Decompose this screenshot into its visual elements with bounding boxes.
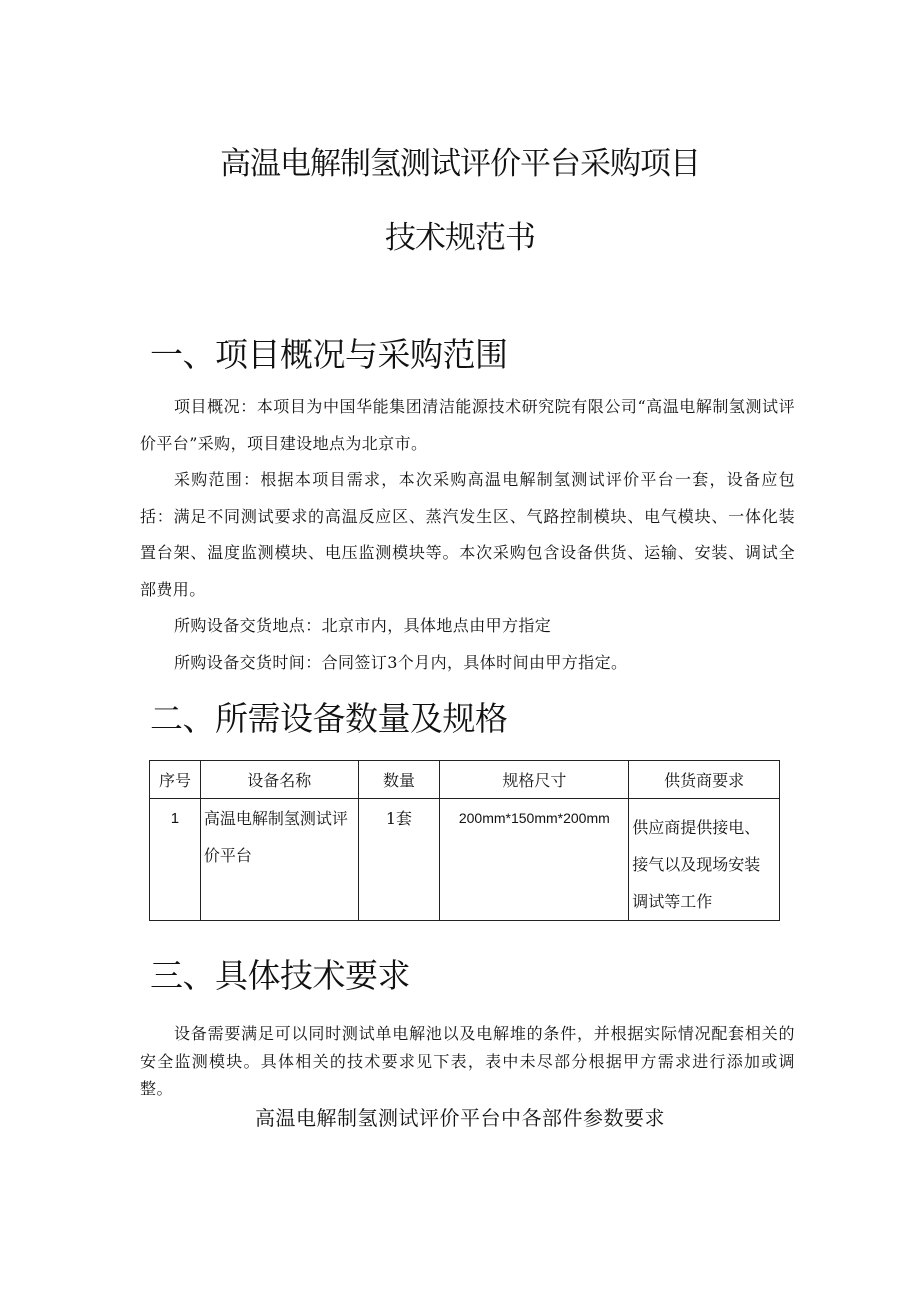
cell-no: 1: [150, 799, 201, 921]
project-overview-paragraph: 项目概况：本项目为中国华能集团清洁能源技术研究院有限公司“高温电解制氢测试评价平台”采购，项目建设地点为北京市。: [140, 397, 795, 453]
delivery-location-paragraph: 所购设备交货地点：北京市内，具体地点由甲方指定: [174, 616, 552, 635]
table-caption: 高温电解制氢测试评价平台中各部件参数要求: [255, 1106, 665, 1130]
header-supplier: 供货商要求: [629, 761, 780, 799]
table-row: [150, 799, 780, 921]
section-1-heading: 一、项目概况与采购范围: [150, 335, 508, 374]
procurement-scope-paragraph: 采购范围：根据本项目需求，本次采购高温电解制氢测试评价平台一套，设备应包括：满足不同测试要求的高温反应区、蒸汽发生区、气路控制模块、电气模块、一体化装置台架、温度监测模块、电压监测模块等。本次采购包含设备供货、运输、安装、调试全部费用。: [140, 470, 795, 599]
document-title: 高温电解制氢测试评价平台采购项目: [220, 146, 700, 182]
cell-size: 200mm*150mm*200mm: [440, 799, 629, 921]
header-quantity: 数量: [358, 761, 440, 799]
technical-requirements-paragraph: 设备需要满足可以同时测试单电解池以及电解堆的条件，并根据实际情况配套相关的安全监测模块。具体相关的技术要求见下表，表中未尽部分根据甲方需求进行添加或调整。: [140, 1024, 795, 1098]
cell-quantity: 1套: [358, 799, 440, 921]
table-header-row: [150, 761, 780, 799]
header-no: 序号: [150, 761, 201, 799]
section-3-heading: 三、具体技术要求: [150, 956, 410, 995]
header-name: 设备名称: [200, 761, 358, 799]
document-subtitle: 技术规范书: [385, 220, 535, 256]
cell-name: 高温电解制氢测试评价平台: [200, 799, 358, 921]
section-2-heading: 二、所需设备数量及规格: [150, 699, 508, 738]
section-1-body: [140, 389, 795, 681]
delivery-time-paragraph: 所购设备交货时间：合同签订3个月内，具体时间由甲方指定。: [174, 652, 628, 672]
cell-supplier: 供应商提供接电、接气以及现场安装调试等工作: [629, 799, 780, 921]
header-size: 规格尺寸: [440, 761, 629, 799]
equipment-table: [149, 760, 780, 921]
